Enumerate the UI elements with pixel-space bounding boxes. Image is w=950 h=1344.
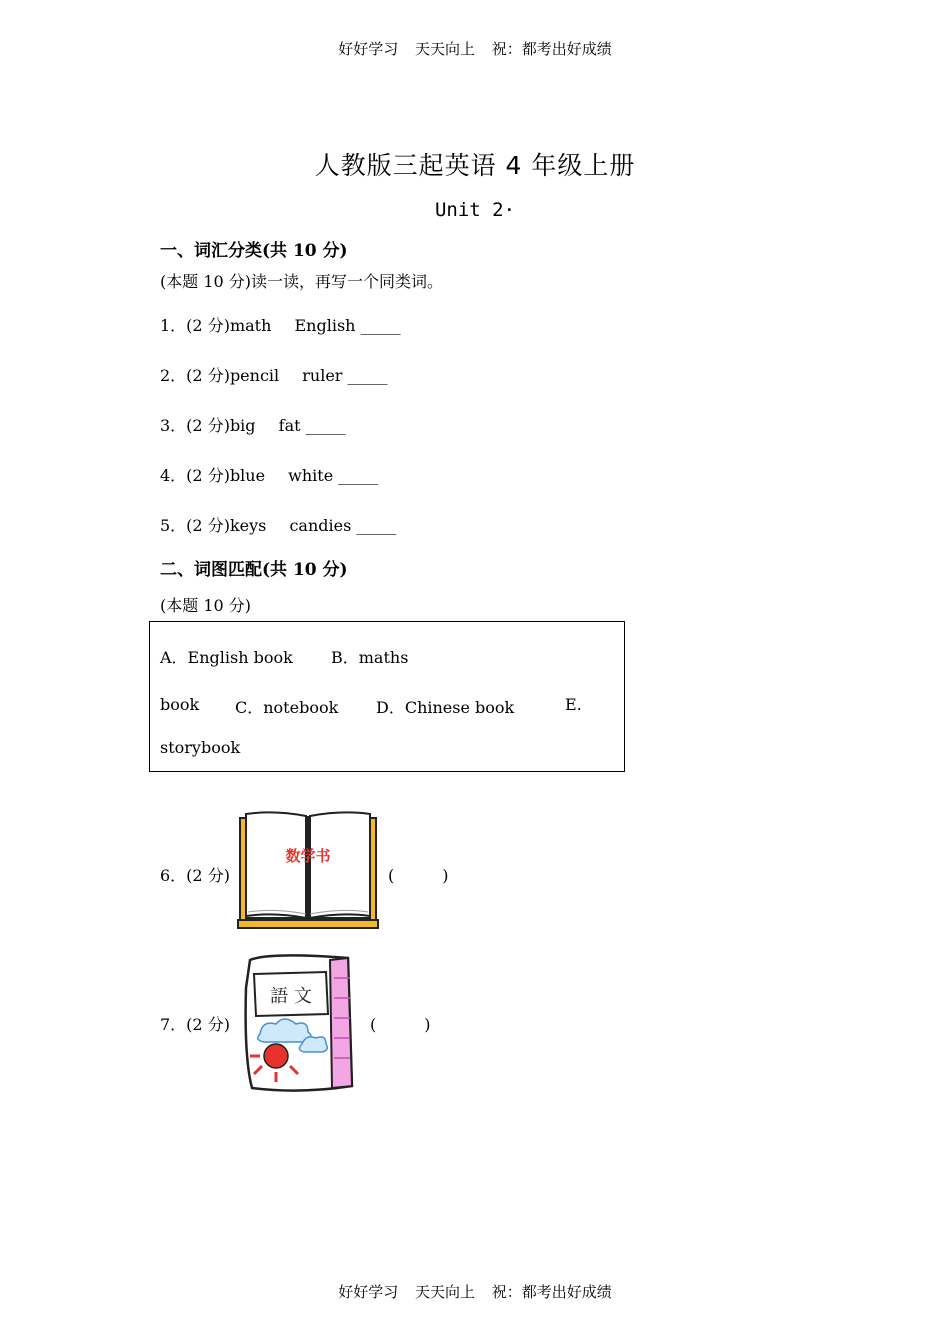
unit-subtitle: Unit 2·: [434, 199, 516, 221]
question-5: [160, 513, 396, 536]
section2-instruction: (本题 10 分): [160, 596, 252, 615]
section2-heading: 二、词图匹配(共 10 分): [160, 560, 348, 580]
question-number: 1．(2 分): [160, 316, 230, 335]
word-2: English: [294, 316, 356, 335]
question-1: [160, 313, 401, 336]
page-footer: 好好学习 天天向上 祝：都考出好成绩: [338, 1283, 612, 1301]
question-number: 2．(2 分): [160, 366, 230, 385]
section1-heading: 一、词汇分类(共 10 分): [160, 241, 348, 261]
answer-blank[interactable]: _____: [360, 316, 401, 335]
word-1: keys: [229, 516, 267, 535]
question-4: [160, 463, 378, 486]
page-header: 好好学习 天天向上 祝：都考出好成绩: [338, 40, 612, 58]
option-b: B．maths: [331, 648, 409, 667]
answer-paren-7[interactable]: ( ): [370, 1015, 431, 1034]
answer-blank[interactable]: _____: [347, 366, 388, 385]
answer-blank[interactable]: _____: [338, 466, 379, 485]
question-7-number: 7．(2 分): [160, 1015, 230, 1034]
option-b-continued: book: [160, 695, 200, 714]
question-number: 4．(2 分): [160, 466, 230, 485]
maths-book-image: [234, 808, 382, 932]
word-2: candies: [289, 516, 352, 535]
question-number: 5．(2 分): [160, 516, 230, 535]
word-1: math: [229, 316, 272, 335]
word-2: ruler: [302, 366, 343, 385]
word-2: fat: [278, 416, 301, 435]
section1-instruction: (本题 10 分)读一读，再写一个同类词。: [160, 272, 444, 291]
option-c: C．notebook: [235, 698, 339, 717]
word-2: white: [288, 466, 334, 485]
option-e: E.: [565, 695, 582, 714]
option-a: A．English book: [160, 648, 293, 667]
answer-blank[interactable]: _____: [305, 416, 346, 435]
book-cover-label: 語 文: [270, 986, 312, 1007]
page-title: 人教版三起英语 4 年级上册: [314, 151, 636, 180]
option-d: D．Chinese book: [376, 698, 515, 717]
word-1: pencil: [229, 366, 280, 385]
book-cover-label: 数学书: [285, 847, 331, 865]
question-number: 3．(2 分): [160, 416, 230, 435]
answer-blank[interactable]: _____: [356, 516, 397, 535]
chinese-book-image: [240, 948, 358, 1096]
question-2: [160, 363, 388, 386]
word-1: big: [229, 416, 256, 435]
question-6-number: 6．(2 分): [160, 866, 230, 885]
word-1: blue: [229, 466, 266, 485]
question-3: [160, 413, 346, 436]
option-e-continued: storybook: [160, 738, 241, 757]
answer-paren-6[interactable]: ( ): [388, 866, 449, 885]
